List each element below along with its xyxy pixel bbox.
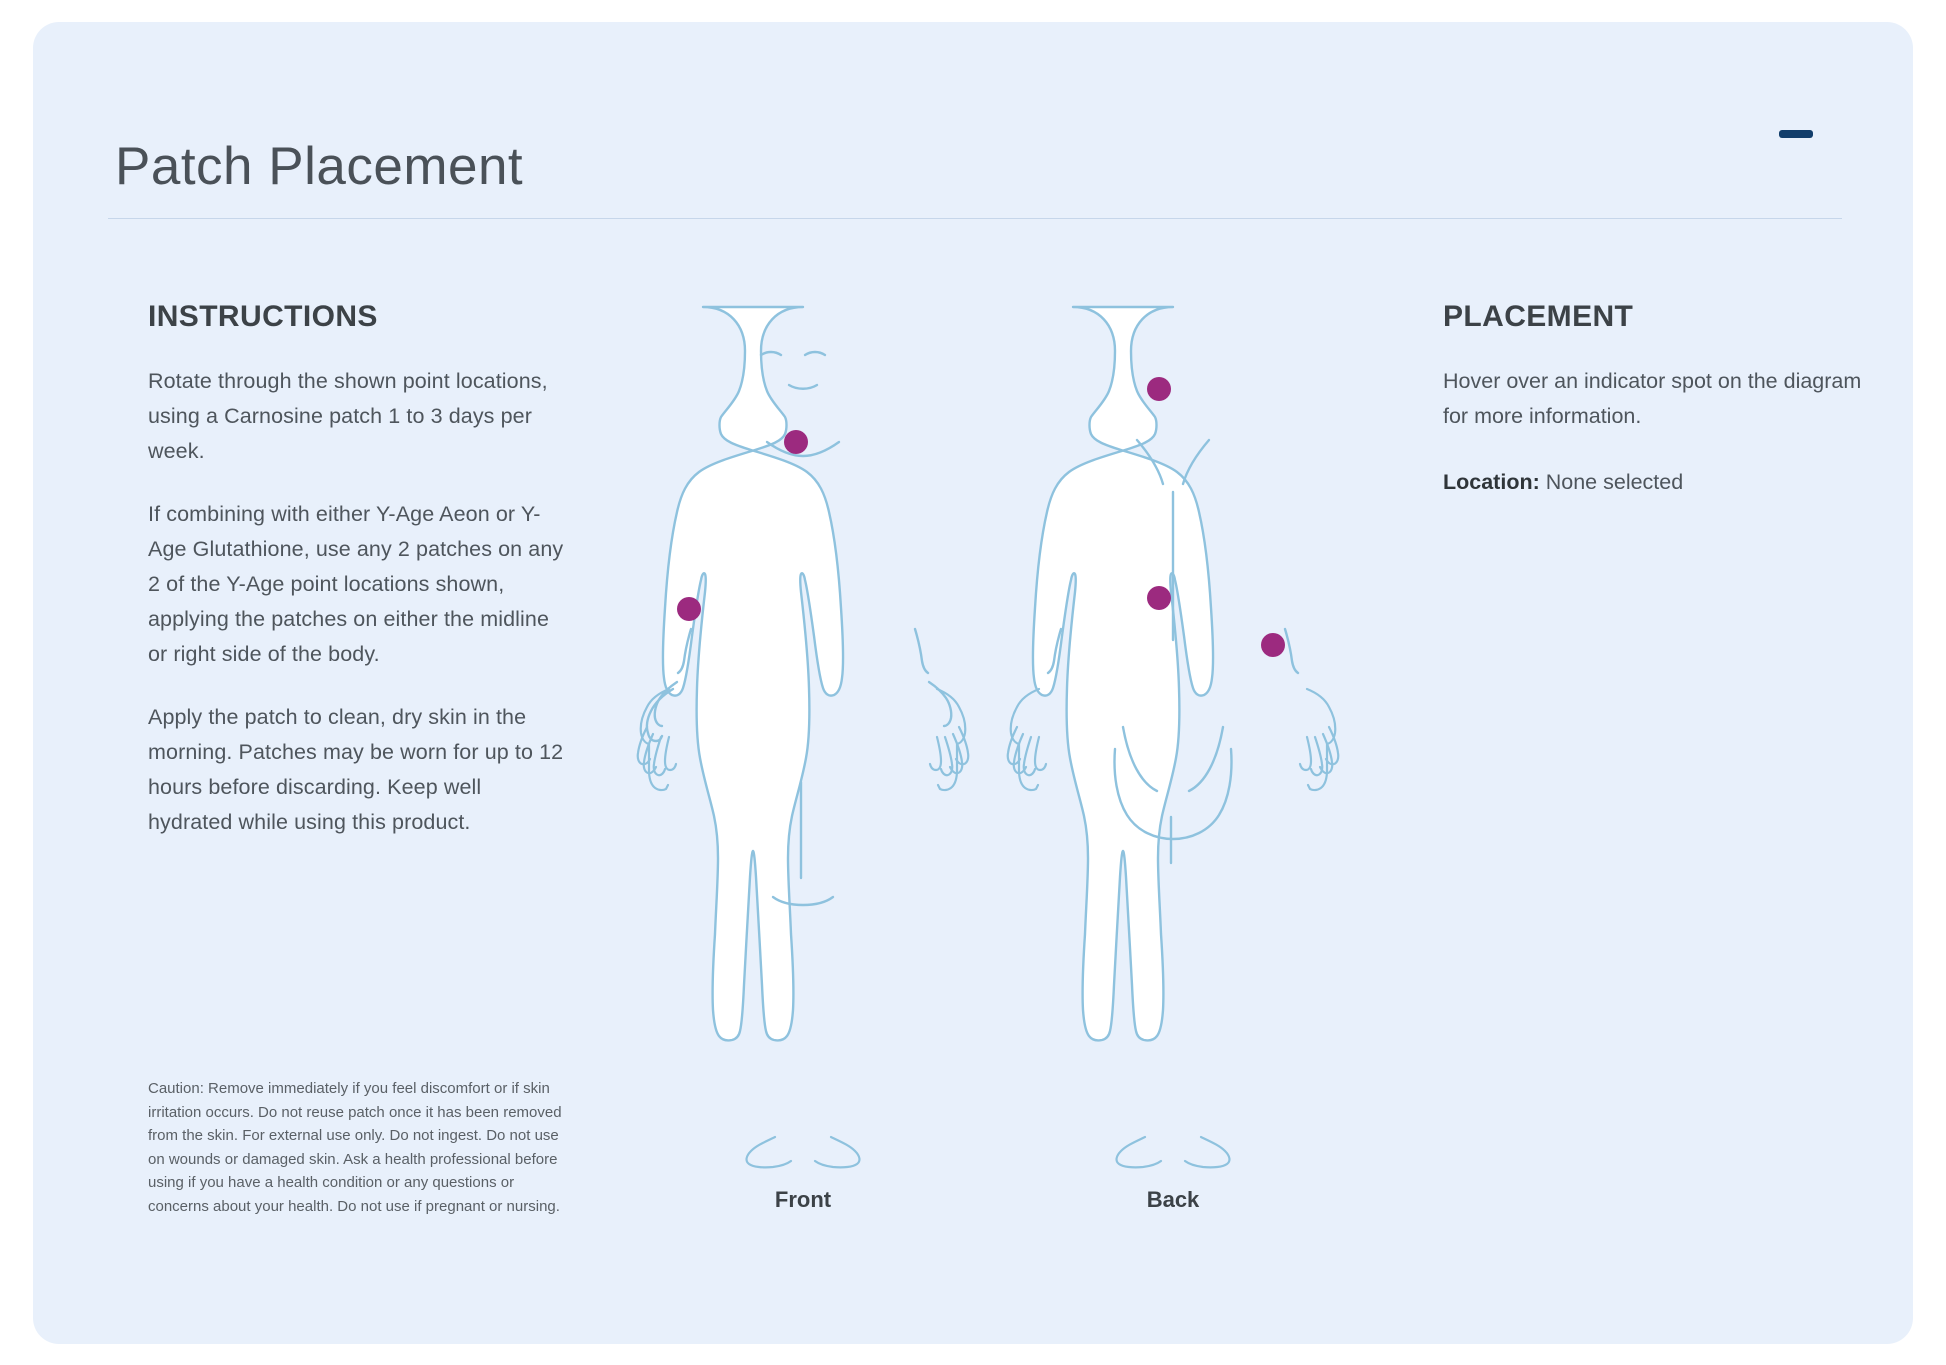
instructions-paragraph-3: Apply the patch to clean, dry skin in the morning. Patches may be worn for up to 12 hours before discarding. Keep well hydrated while using this product. [148, 705, 564, 834]
location-value: None selected [1545, 470, 1684, 494]
instructions-column [148, 300, 568, 868]
placement-note: Hover over an indicator spot on the diagram for more information. [1443, 369, 1862, 428]
instructions-paragraph-1: Rotate through the shown point locations, using a Carnosine patch 1 to 3 days per week. [148, 369, 548, 463]
instructions-heading: INSTRUCTIONS [148, 300, 378, 333]
placement-heading: PLACEMENT [1443, 300, 1634, 333]
left-wrist-point[interactable] [677, 597, 701, 621]
location-label: Location: [1443, 470, 1540, 494]
back-figure [1003, 297, 1343, 1212]
front-body-outline [633, 297, 973, 1177]
right-wrist-point[interactable] [1261, 633, 1285, 657]
back-body-outline [1003, 297, 1343, 1177]
location-line [1443, 470, 1873, 495]
lower-back-point[interactable] [1147, 586, 1171, 610]
front-caption: Front [774, 1187, 832, 1212]
panel-header [33, 22, 1913, 218]
page-title: Patch Placement [115, 136, 524, 196]
back-caption: Back [1146, 1187, 1200, 1212]
instructions-paragraph-2: If combining with either Y-Age Aeon or Y-Age Glutathione, use any 2 patches on any 2 of the Y-Age point locations shown, applying the patches on either the midline or right side of the body. [148, 502, 564, 666]
front-figure [633, 297, 973, 1212]
body-diagram [633, 297, 1353, 1237]
minus-icon[interactable] [1779, 130, 1813, 138]
chest-midline-point[interactable] [784, 430, 808, 454]
placement-column [1443, 300, 1873, 495]
caution-text: Caution: Remove immediately if you feel discomfort or if skin irritation occurs. Do not reuse patch once it has been removed from the skin. For external use only. Do not ingest. Do not use on wounds or damaged skin. Ask a health professional before using if you have a health condition or any questions or concerns about your health. Do not use if pregnant or nursing. [148, 1080, 562, 1215]
patch-placement-panel [33, 22, 1913, 1344]
header-divider [108, 218, 1842, 219]
upper-back-point[interactable] [1147, 377, 1171, 401]
